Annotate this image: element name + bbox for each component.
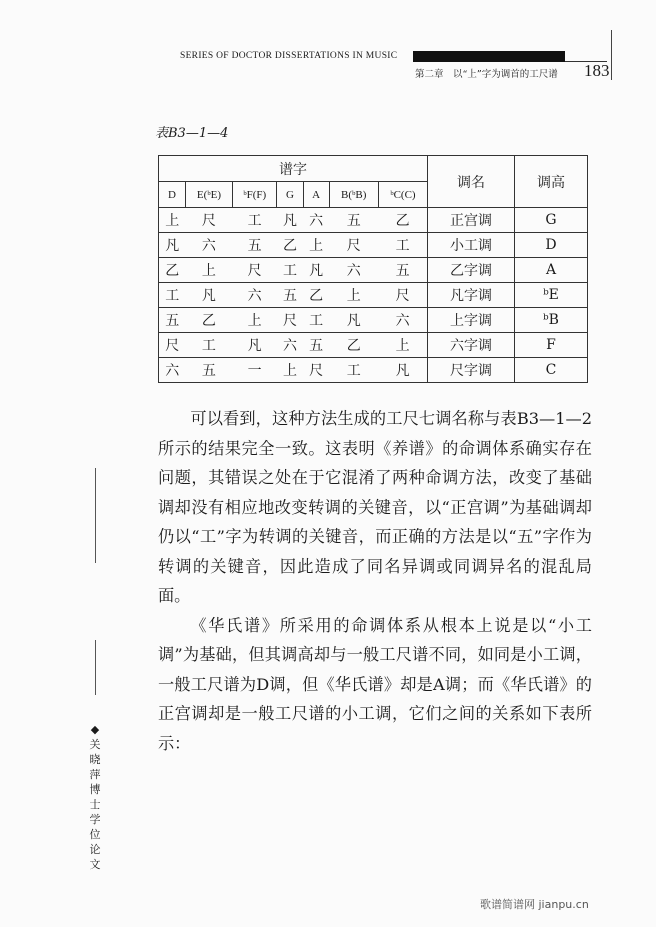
- pitch-cell: ᵇB: [515, 308, 588, 333]
- note-cell: 乙: [186, 308, 233, 333]
- name-cell: 正宫调: [428, 208, 515, 233]
- note-cell: 乙: [329, 333, 378, 358]
- table-caption: 表B3—1—4: [155, 126, 229, 141]
- note-cell: 尺: [329, 233, 378, 258]
- margin-line: [95, 640, 96, 695]
- note-cell: 五: [159, 308, 186, 333]
- note-header: G: [277, 182, 303, 208]
- pitch-cell: D: [515, 233, 588, 258]
- table-row: [159, 208, 588, 233]
- diamond-icon: ◆: [90, 723, 100, 736]
- note-cell: 工: [159, 283, 186, 308]
- col-name-header: 调名: [428, 156, 515, 208]
- note-cell: 六: [159, 358, 186, 383]
- note-cell: 上: [277, 358, 303, 383]
- note-cell: 工: [329, 358, 378, 383]
- note-cell: 五: [329, 208, 378, 233]
- pitch-cell: A: [515, 258, 588, 283]
- name-cell: 尺字调: [428, 358, 515, 383]
- note-cell: 乙: [378, 208, 427, 233]
- pitch-cell: F: [515, 333, 588, 358]
- note-header: ᵇF(F): [232, 182, 277, 208]
- note-header: ᵇC(C): [378, 182, 427, 208]
- note-header: B(ᵇB): [329, 182, 378, 208]
- note-cell: 五: [277, 283, 303, 308]
- note-cell: 工: [378, 233, 427, 258]
- watermark: 歌谱简谱网 jianpu.cn: [480, 898, 589, 911]
- note-cell: 上: [303, 233, 329, 258]
- note-cell: 上: [329, 283, 378, 308]
- series-title: SERIES OF DOCTOR DISSERTATIONS IN MUSIC: [180, 51, 398, 61]
- margin-line: [95, 468, 96, 563]
- note-cell: 乙: [159, 258, 186, 283]
- note-cell: 上: [232, 308, 277, 333]
- note-cell: 五: [232, 233, 277, 258]
- note-cell: 六: [232, 283, 277, 308]
- note-header: E(ᵇE): [186, 182, 233, 208]
- note-cell: 六: [329, 258, 378, 283]
- pitch-cell: G: [515, 208, 588, 233]
- note-cell: 凡: [303, 258, 329, 283]
- pitch-cell: ᵇE: [515, 283, 588, 308]
- note-cell: 六: [277, 333, 303, 358]
- note-cell: 凡: [277, 208, 303, 233]
- note-header: A: [303, 182, 329, 208]
- note-cell: 五: [303, 333, 329, 358]
- note-cell: 六: [303, 208, 329, 233]
- author-label: 关晓萍博士学位论文: [89, 738, 101, 871]
- table-row: [159, 358, 588, 383]
- note-cell: 尺: [159, 333, 186, 358]
- page-number: 183: [584, 61, 610, 80]
- note-cell: 六: [186, 233, 233, 258]
- note-cell: 工: [186, 333, 233, 358]
- note-cell: 一: [232, 358, 277, 383]
- note-cell: 尺: [303, 358, 329, 383]
- note-cell: 凡: [329, 308, 378, 333]
- note-cell: 凡: [186, 283, 233, 308]
- note-cell: 五: [186, 358, 233, 383]
- note-cell: 尺: [186, 208, 233, 233]
- note-cell: 凡: [232, 333, 277, 358]
- note-cell: 乙: [303, 283, 329, 308]
- note-cell: 工: [277, 258, 303, 283]
- header-divider: [611, 30, 612, 80]
- header-bar: [413, 51, 565, 62]
- note-cell: 上: [159, 208, 186, 233]
- name-cell: 凡字调: [428, 283, 515, 308]
- name-cell: 上字调: [428, 308, 515, 333]
- table-row: [159, 333, 588, 358]
- note-cell: 凡: [378, 358, 427, 383]
- paragraph: 《华氏谱》所采用的命调体系从根本上说是以“小工调”为基础，但其调高却与一般工尺谱不同，如同是小工调，一般工尺谱为D调，但《华氏谱》却是A调；而《华氏谱》的正宫调却是一般工尺谱的小工调，它们之间的关系如下表所示：: [158, 615, 592, 753]
- body-text: [158, 404, 592, 758]
- pitch-cell: C: [515, 358, 588, 383]
- note-cell: 工: [303, 308, 329, 333]
- key-table: [158, 155, 588, 383]
- note-cell: 上: [378, 333, 427, 358]
- table-row: [159, 233, 588, 258]
- note-cell: 尺: [378, 283, 427, 308]
- table-row: [159, 258, 588, 283]
- name-cell: 小工调: [428, 233, 515, 258]
- name-cell: 乙字调: [428, 258, 515, 283]
- note-cell: 五: [378, 258, 427, 283]
- table-row: [159, 283, 588, 308]
- note-cell: 工: [232, 208, 277, 233]
- note-cell: 凡: [159, 233, 186, 258]
- chapter-title: 第二章 以“上”字为调首的工尺谱: [415, 69, 558, 80]
- note-cell: 乙: [277, 233, 303, 258]
- note-header: D: [159, 182, 186, 208]
- name-cell: 六字调: [428, 333, 515, 358]
- paragraph: 可以看到，这种方法生成的工尺七调名称与表B3—1—2所示的结果完全一致。这表明《养谱》的命调体系确实存在问题，其错误之处在于它混淆了两种命调方法，改变了基础调却没有相应地改变转调的关键音，以“正宫调”为基础调却仍以“工”字为转调的关键音，而正确的方法是以“五”字作为转调的关键音，因此造成了同名异调或同调异名的混乱局面。: [158, 409, 592, 605]
- table-row: [159, 308, 588, 333]
- author-sidebar: [87, 722, 103, 872]
- note-cell: 尺: [277, 308, 303, 333]
- group-header: 谱字: [159, 156, 428, 182]
- note-cell: 上: [186, 258, 233, 283]
- col-pitch-header: 调高: [515, 156, 588, 208]
- note-cell: 尺: [232, 258, 277, 283]
- note-cell: 六: [378, 308, 427, 333]
